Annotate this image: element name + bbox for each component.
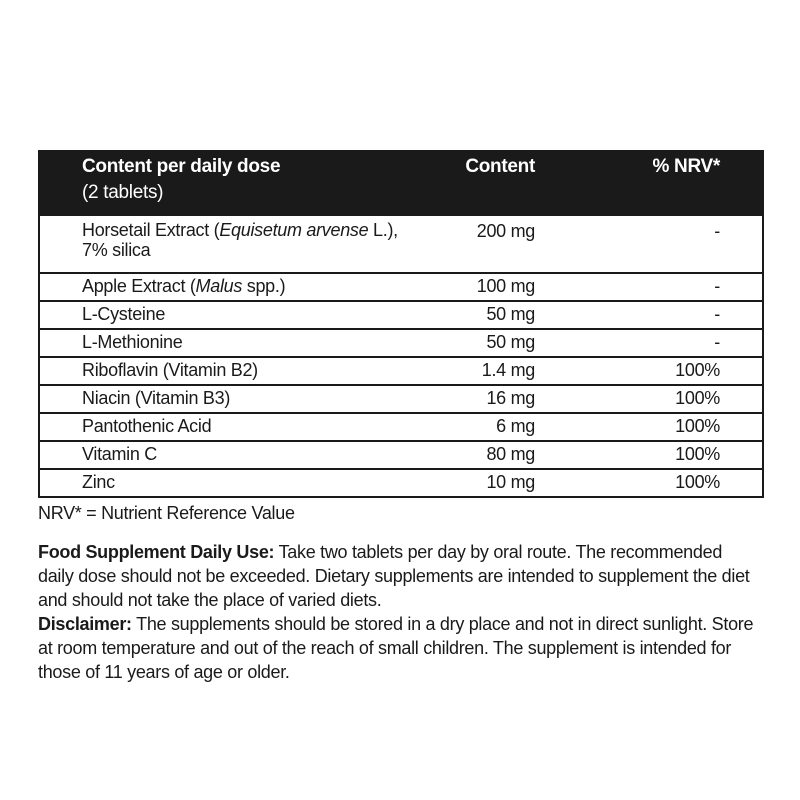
ingredient-nrv: - (571, 215, 763, 273)
disclaimer-text: The supplements should be stored in a dry place and not in direct sunlight. Store at room temperature and out of the reach of small children. The supplement is intended for those of 11 years of age or older. (38, 614, 754, 682)
ingredient-name: L-Methionine (39, 329, 409, 357)
ingredient-name: L-Cysteine (39, 301, 409, 329)
ingredient-content: 100 mg (409, 273, 571, 301)
ingredient-content: 80 mg (409, 441, 571, 469)
ingredient-name: Horsetail Extract (Equisetum arvense L.), 7% silica (39, 215, 409, 273)
ingredient-content: 200 mg (409, 215, 571, 273)
table-row (39, 215, 763, 273)
table-row (39, 301, 763, 329)
ingredient-content: 10 mg (409, 469, 571, 497)
table-header-row (39, 151, 763, 215)
ingredient-nrv: - (571, 329, 763, 357)
header-ingredient (39, 151, 409, 215)
ingredient-nrv: 100% (571, 385, 763, 413)
table-row (39, 413, 763, 441)
nrv-footnote: NRV* = Nutrient Reference Value (38, 503, 295, 523)
ingredient-name: Niacin (Vitamin B3) (39, 385, 409, 413)
ingredient-nrv: 100% (571, 441, 763, 469)
nutrition-table (38, 150, 764, 498)
header-nrv: % NRV* (652, 156, 720, 177)
daily-use-paragraph (38, 540, 762, 612)
header-dose-note: (2 tablets) (82, 182, 164, 203)
ingredient-name: Pantothenic Acid (39, 413, 409, 441)
ingredient-name: Zinc (39, 469, 409, 497)
ingredient-content: 50 mg (409, 329, 571, 357)
disclaimer-paragraph (38, 612, 762, 684)
table-row (39, 273, 763, 301)
ingredient-name: Riboflavin (Vitamin B2) (39, 357, 409, 385)
supplement-facts-panel (38, 150, 762, 684)
ingredient-nrv: 100% (571, 357, 763, 385)
daily-use-text: Take two tablets per day by oral route. The recommended daily dose should not be exceeded. Dietary supplements are intended to supplement the diet and should not take the place of varied diets. (38, 542, 750, 610)
table-row (39, 469, 763, 497)
table-row (39, 329, 763, 357)
disclaimer-label: Disclaimer: (38, 614, 132, 634)
ingredient-content: 50 mg (409, 301, 571, 329)
table-row (39, 441, 763, 469)
ingredient-content: 1.4 mg (409, 357, 571, 385)
header-content: Content (465, 156, 535, 177)
ingredient-name: Apple Extract (Malus spp.) (39, 273, 409, 301)
table-row (39, 357, 763, 385)
table-row (39, 385, 763, 413)
daily-use-label: Food Supplement Daily Use: (38, 542, 275, 562)
usage-notes (38, 540, 762, 684)
ingredient-nrv: - (571, 301, 763, 329)
ingredient-name: Vitamin C (39, 441, 409, 469)
ingredient-nrv: 100% (571, 413, 763, 441)
ingredient-nrv: 100% (571, 469, 763, 497)
ingredient-content: 16 mg (409, 385, 571, 413)
ingredient-content: 6 mg (409, 413, 571, 441)
header-ingredient-label: Content per daily dose (82, 156, 281, 177)
ingredient-nrv: - (571, 273, 763, 301)
